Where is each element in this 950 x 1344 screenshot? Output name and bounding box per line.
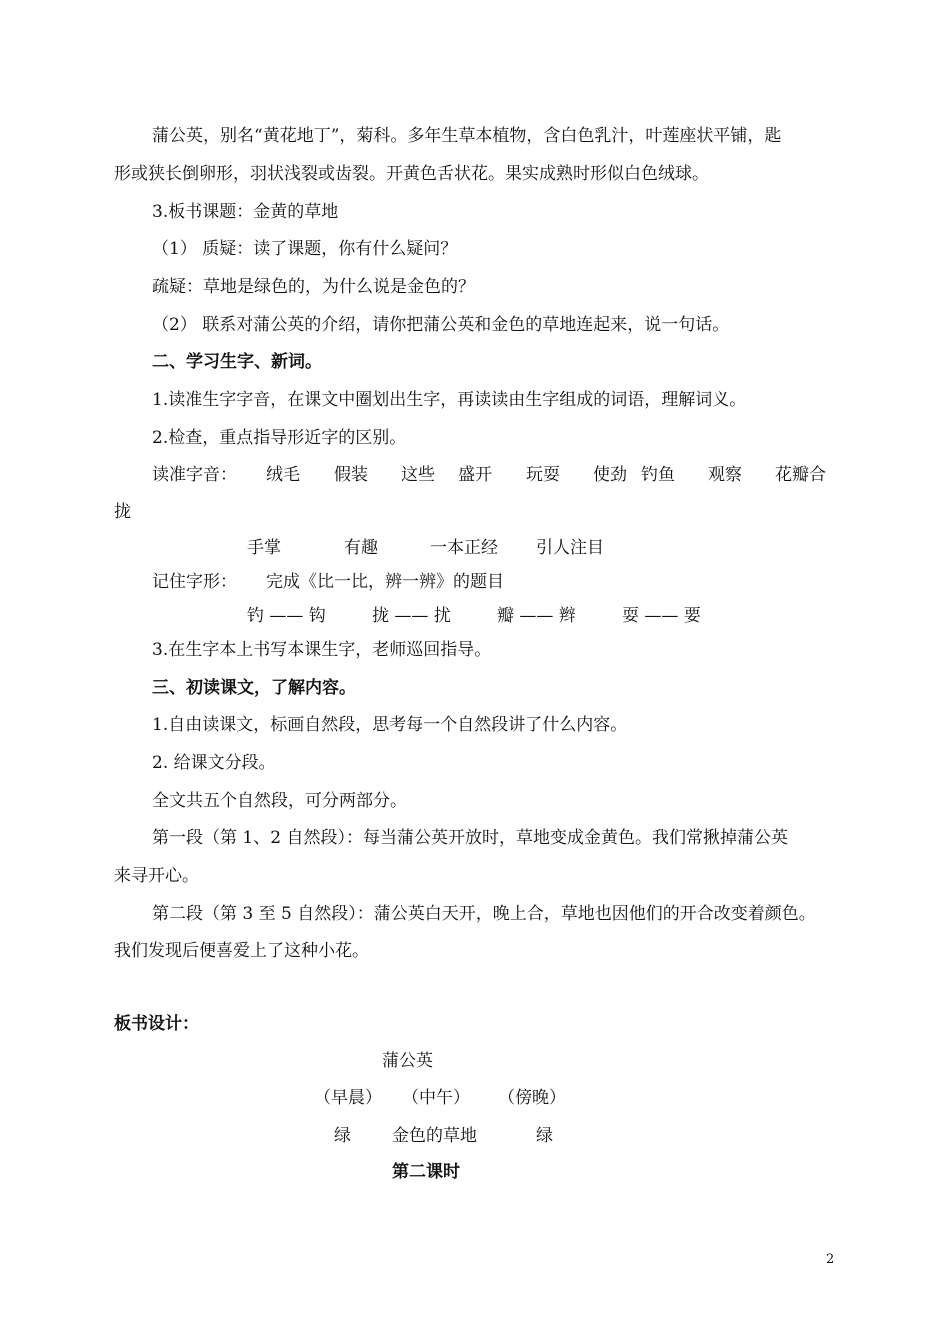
word: 这些: [401, 465, 435, 485]
vocab-step-2: 2.检查，重点指导形近字的区别。: [152, 428, 407, 448]
segment-2-line-1: 第二段（第 3 至 5 自然段）：蒲公英白天开，晚上合，草地也因他们的开合改变着颜色。: [152, 904, 816, 924]
word: 钓鱼: [641, 465, 675, 485]
word: 一本正经: [430, 538, 498, 558]
dandelion-intro-line-2: 形或狭长倒卵形，羽状浅裂或齿裂。开黄色舌状花。果实成熟时形似白色绒球。: [114, 164, 709, 184]
question-2: （2） 联系对蒲公英的介绍，请你把蒲公英和金色的草地连起来，说一句话。: [152, 315, 730, 335]
word: 观察: [708, 465, 742, 485]
word: 假装: [334, 465, 368, 485]
character-pair: 耍 —— 要: [622, 606, 701, 626]
board-time: （中午）: [402, 1088, 470, 1108]
section-heading-3: 三、初读课文，了解内容。: [152, 678, 356, 698]
segment-1-line-1: 第一段（第 1、2 自然段）：每当蒲公英开放时，草地变成金黄色。我们常揪掉蒲公英: [152, 828, 788, 848]
board-color: 绿: [334, 1126, 351, 1146]
board-time: （早晨）: [314, 1088, 382, 1108]
page-number: 2: [826, 1252, 835, 1267]
word: 手掌: [247, 538, 281, 558]
reading-summary: 全文共五个自然段，可分两部分。: [152, 791, 407, 811]
lesson-2-heading: 第二课时: [392, 1162, 460, 1182]
word: 有趣: [344, 538, 378, 558]
board-heading: 板书设计：: [114, 1014, 199, 1034]
dandelion-intro-line-1: 蒲公英，别名“黄花地丁”，菊科。多年生草本植物，含白色乳汁，叶莲座状平铺，匙: [152, 126, 782, 146]
pronunciation-label: 读准字音：: [152, 465, 237, 485]
shape-label: 记住字形：: [152, 572, 237, 592]
reading-step-2: 2. 给课文分段。: [152, 753, 276, 773]
board-center: 金色的草地: [392, 1126, 477, 1146]
section-heading-2: 二、学习生字、新词。: [152, 352, 322, 372]
clarify-answer: 疏疑：草地是绿色的，为什么说是金色的？: [152, 277, 475, 297]
word: 绒毛: [266, 465, 300, 485]
word: 使劲: [593, 465, 627, 485]
character-pair: 瓣 —— 辫: [497, 606, 576, 626]
vocab-step-1: 1.读准生字字音，在课文中圈划出生字，再读读由生字组成的词语，理解词义。: [152, 390, 747, 410]
character-pair: 拢 —— 扰: [372, 606, 451, 626]
word: 引人注目: [536, 538, 604, 558]
step-board-title: 3.板书课题：金黄的草地: [152, 202, 339, 222]
word: 拢: [114, 502, 131, 522]
character-pair: 钓 —— 钩: [247, 606, 326, 626]
segment-1-line-2: 来寻开心。: [114, 866, 199, 886]
vocab-step-3: 3.在生字本上书写本课生字，老师巡回指导。: [152, 640, 492, 660]
word: 花瓣合: [775, 465, 826, 485]
reading-step-1: 1.自由读课文，标画自然段，思考每一个自然段讲了什么内容。: [152, 715, 628, 735]
shape-task: 完成《比一比，辨一辨》的题目: [266, 572, 504, 592]
board-title: 蒲公英: [382, 1051, 433, 1071]
board-time: （傍晚）: [498, 1088, 566, 1108]
question-1: （1） 质疑：读了课题，你有什么疑问？: [152, 239, 458, 259]
word: 玩耍: [526, 465, 560, 485]
board-color: 绿: [536, 1126, 553, 1146]
word: 盛开: [458, 465, 492, 485]
segment-2-line-2: 我们发现后便喜爱上了这种小花。: [114, 941, 369, 961]
